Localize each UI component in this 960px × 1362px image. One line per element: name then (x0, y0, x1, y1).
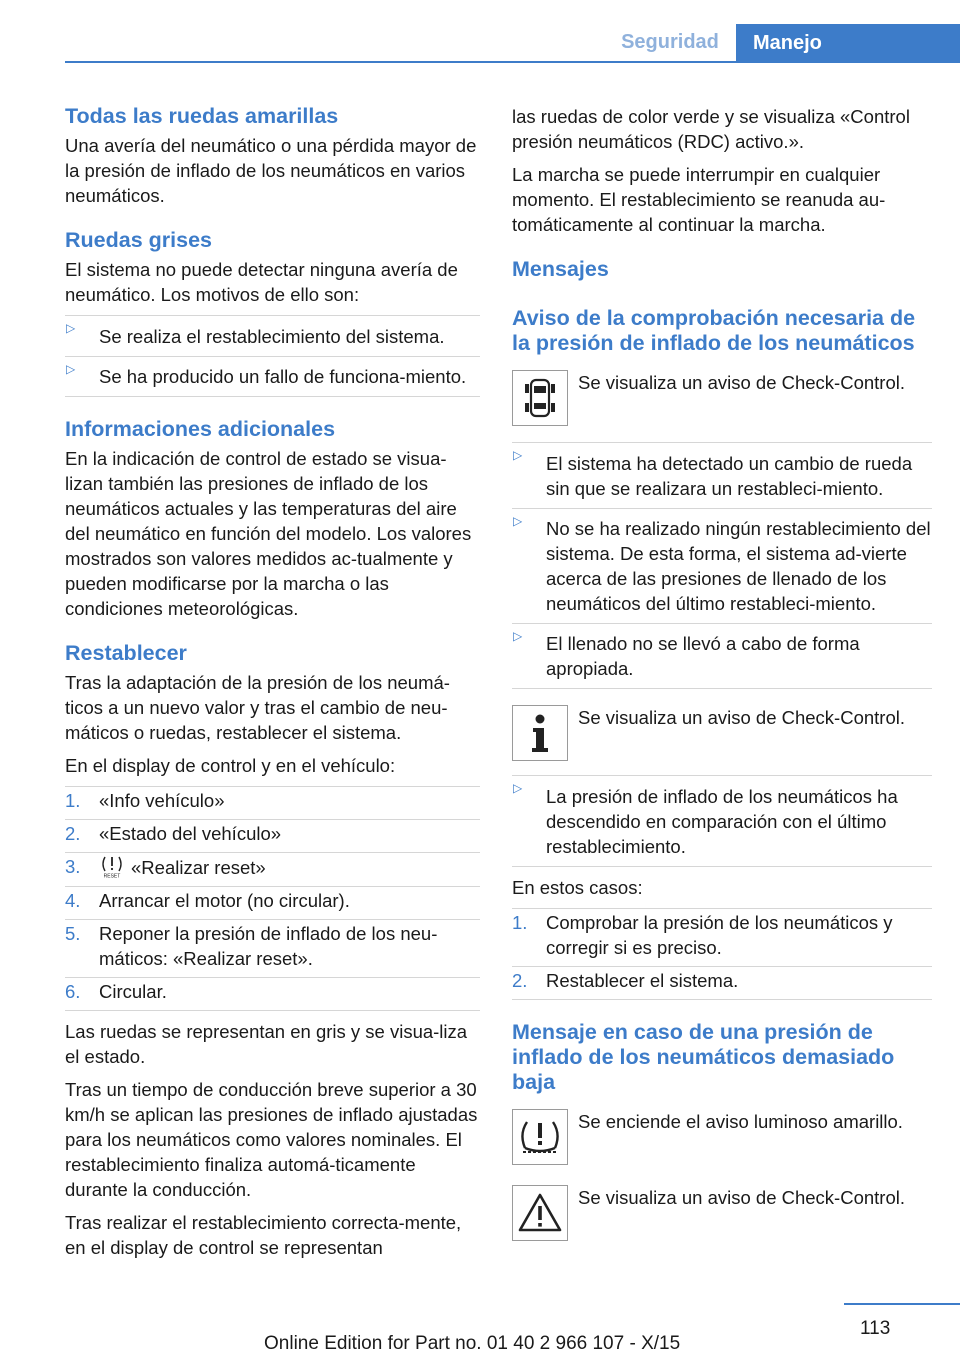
paragraph: El sistema no puede detectar ninguna avería de neumático. Los motivos de ello son: (65, 259, 458, 305)
paragraph: En estos casos: (512, 877, 643, 898)
paragraph: Las ruedas se representan en gris y se visua-liza el estado. (65, 1021, 468, 1067)
footer-divider (844, 1303, 960, 1305)
section-title-grey-wheels: Ruedas grises (65, 228, 212, 252)
paragraph: Tras la adaptación de la presión de los neumá-ticos a un nuevo valor y tras el cambio de neu-máticos o ruedas, restablecer el sistema. (65, 672, 450, 743)
cases-list (512, 908, 932, 1000)
steps-list (65, 786, 480, 1011)
triangle-bullet-icon: ▷ (513, 629, 523, 643)
subsection-title-low-pressure: Mensaje en caso de una presión de inflado de los neumáticos demasiado baja (512, 1020, 895, 1094)
message-row (512, 370, 932, 430)
info-icon (513, 706, 567, 760)
icon-frame (512, 1185, 568, 1241)
icon-frame (512, 370, 568, 426)
paragraph: las ruedas de color verde y se visualiza «Control presión neumáticos (RDC) activo.». (512, 106, 910, 152)
list-item: 6. Circular. (65, 977, 480, 1011)
paragraph: En el display de control y en el vehículo: (65, 755, 396, 776)
tire-reset-icon (99, 854, 125, 878)
paragraph: Una avería del neumático o una pérdida mayor de la presión de inflado de los neumáticos en varios neumáticos. (65, 135, 477, 206)
right-column (512, 100, 932, 1245)
section-title-yellow-wheels: Todas las ruedas amarillas (65, 104, 339, 128)
header-divider (65, 61, 960, 63)
subsection-title-pressure-check: Aviso de la comprobación necesaria de la presión de inflado de los neumáticos (512, 306, 916, 355)
list-item: ▷ Se realiza el restablecimiento del sistema. (65, 315, 480, 356)
icon-frame (512, 1109, 568, 1165)
list-item: 3. RESET «Realizar reset» (65, 852, 480, 886)
list-item: ▷ Se ha producido un fallo de funciona-miento. (65, 356, 480, 397)
icon-frame (512, 705, 568, 761)
list-item: 1. Comprobar la presión de los neumáticos y corregir si es preciso. (512, 908, 932, 966)
list-item: 1. «Info vehículo» (65, 786, 480, 819)
bullet-list (512, 775, 932, 867)
list-item: ▷ La presión de inflado de los neumáticos ha descendido en comparación con el último restablecimiento. (512, 775, 932, 867)
tab-seguridad[interactable]: Seguridad (621, 31, 719, 53)
triangle-bullet-icon: ▷ (513, 781, 523, 795)
message-row (512, 705, 932, 765)
message-text: Se visualiza un aviso de Check-Control. (578, 1187, 905, 1208)
car-tires-icon (513, 371, 567, 425)
list-item: 4. Arrancar el motor (no circular). (65, 886, 480, 919)
list-item: 2. Restablecer el sistema. (512, 966, 932, 1000)
paragraph: Tras realizar el restablecimiento correcta-mente, en el display de control se representan (65, 1212, 462, 1258)
message-text: Se visualiza un aviso de Check-Control. (578, 372, 905, 393)
list-item: ▷ El llenado no se llevó a cabo de forma apropiada. (512, 623, 932, 689)
left-column (65, 100, 480, 1260)
list-item: 2. «Estado del vehículo» (65, 819, 480, 852)
paragraph: En la indicación de control de estado se visua-lizan también las presiones de inflado de los neumáticos actuales y las temperaturas del aire del neumático en función del modelo. Los valores mostrados son valores medidos ac-tualmente y pueden modificarse por la marcha o las condiciones meteorológicas. (65, 448, 472, 619)
message-row (512, 1109, 932, 1169)
bullet-list (65, 315, 480, 397)
paragraph: La marcha se puede interrumpir en cualquier momento. El restablecimiento se reanuda au-tomáticamente al continuar la marcha. (512, 164, 886, 235)
triangle-bullet-icon: ▷ (513, 448, 523, 462)
svg-text:RESET: RESET (103, 873, 121, 878)
triangle-bullet-icon: ▷ (66, 362, 76, 376)
page-header (0, 0, 960, 64)
section-title-additional-info: Informaciones adicionales (65, 417, 336, 441)
tire-pressure-warning-icon (513, 1110, 567, 1164)
triangle-bullet-icon: ▷ (513, 514, 523, 528)
triangle-bullet-icon: ▷ (66, 321, 76, 335)
page-number: 113 (860, 1318, 891, 1339)
section-title-reset: Restablecer (65, 641, 187, 665)
list-item: ▷ No se ha realizado ningún restablecimiento del sistema. De esta forma, el sistema ad-vierte acerca de las presiones de llenado de los neumáticos del último restableci-miento. (512, 508, 932, 623)
message-text: Se visualiza un aviso de Check-Control. (578, 707, 905, 728)
warning-triangle-icon (513, 1186, 567, 1240)
edition-note: Online Edition for Part no. 01 40 2 966 107 - X/15 (264, 1333, 681, 1354)
section-title-messages: Mensajes (512, 257, 609, 281)
tab-manejo[interactable]: Manejo (736, 24, 960, 62)
paragraph: Tras un tiempo de conducción breve superior a 30 km/h se aplican las presiones de inflado ajustadas para los neumáticos como valores nominales. El restablecimiento finaliza automá-ticamente durante la conducción. (65, 1079, 478, 1200)
bullet-list (512, 442, 932, 689)
list-item: ▷ El sistema ha detectado un cambio de rueda sin que se realizara un restableci-miento. (512, 442, 932, 508)
list-item: 5. Reponer la presión de inflado de los neu-máticos: «Realizar reset». (65, 919, 480, 977)
message-row (512, 1185, 932, 1245)
message-text: Se enciende el aviso luminoso amarillo. (578, 1111, 903, 1132)
